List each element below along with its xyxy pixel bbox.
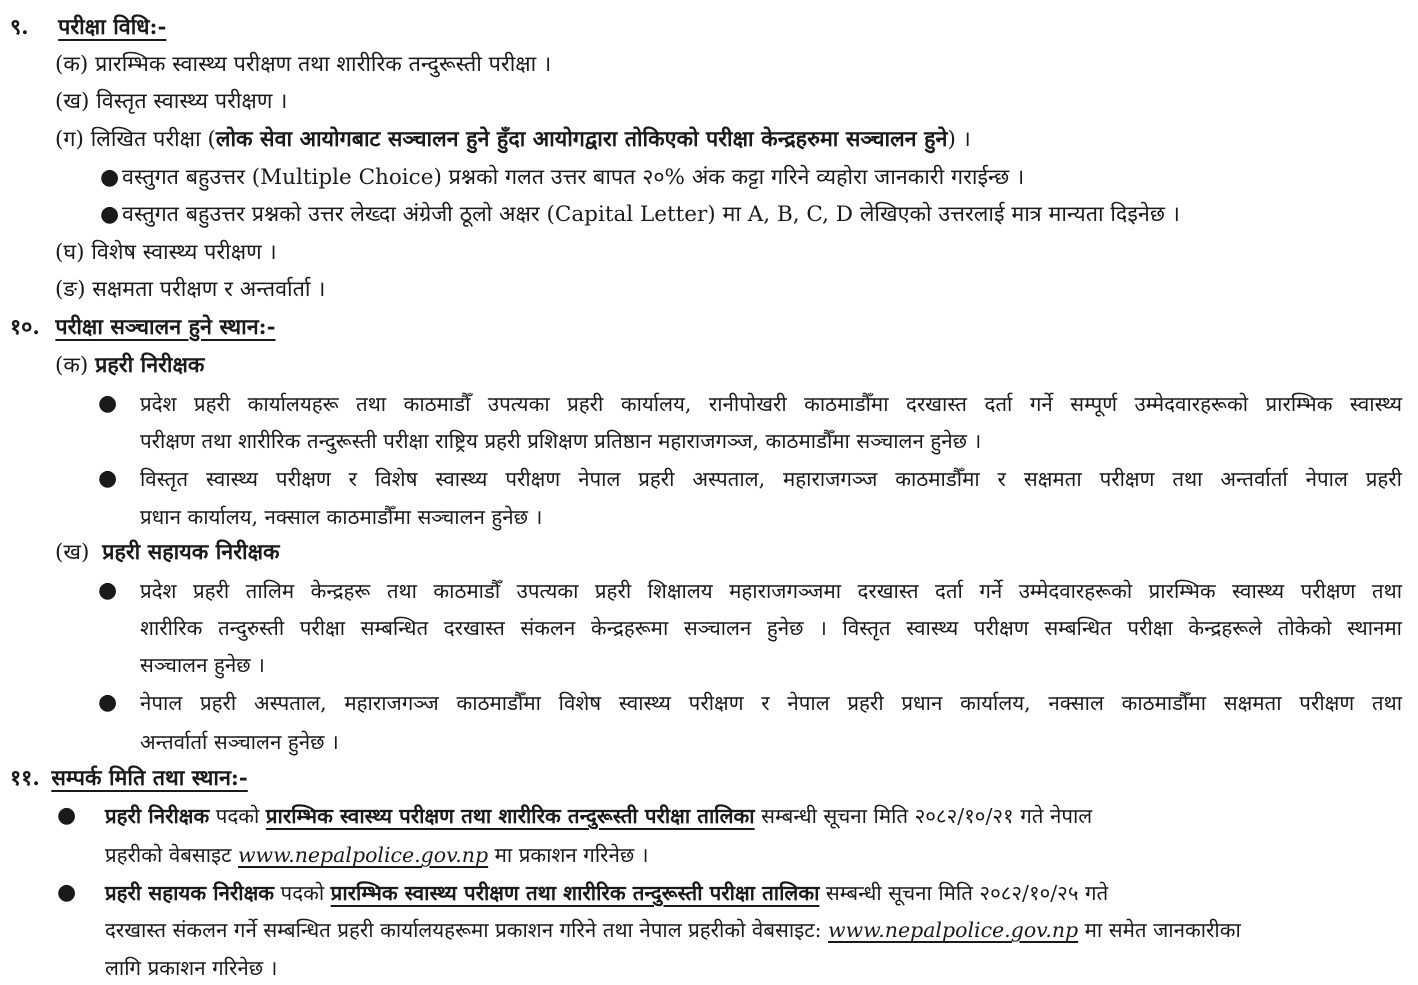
section-10-heading (10, 313, 276, 343)
schedule-title: प्रारम्भिक स्वास्थ्य परीक्षण तथा शारीरिक तन्दुरूस्ती परीक्षा तालिका (330, 881, 820, 905)
contact-bullet-2-line-2 (105, 915, 1241, 945)
post-word: पदको (274, 881, 331, 905)
sub-ka-heading (55, 351, 204, 381)
section-title: परीक्षा विधि:- (58, 15, 167, 40)
rank-name: प्रहरी निरीक्षक (105, 804, 210, 828)
contact-bullet-1-line-1 (105, 801, 1092, 831)
post-word: पदको (209, 804, 266, 828)
bullet-icon: ● (57, 803, 77, 828)
ka-bullet-2-line-1: विस्तृत स्वास्थ्य परीक्षण र विशेष स्वास्थ्य परीक्षण नेपाल प्रहरी अस्पताल, महाराजगञ्ज काठमाडौँमा र सक्षमता परीक्षण तथा अन्तर्वार्ता नेपाल प्रहरी (140, 467, 1402, 491)
sub-kha-heading (55, 538, 280, 568)
item-ga-label: (ग) लिखित परीक्षा ( (55, 127, 216, 152)
item-ga (55, 125, 971, 155)
bullet-icon: ● (57, 880, 77, 905)
publish-text: मा प्रकाशन गरिनेछ । (488, 843, 649, 867)
website-link[interactable]: www.nepalpolice.gov.np (828, 918, 1079, 942)
contact-bullet-2-line-3: लागि प्रकाशन गरिनेछ । (105, 956, 278, 980)
sub-label: (क) (55, 353, 89, 378)
section-number: १०. (10, 315, 40, 340)
publish-text: दरखास्त संकलन गर्ने सम्बन्धित प्रहरी कार्यालयहरूमा प्रकाशन गरिने तथा नेपाल प्रहरीको वेबसाइट: (105, 918, 829, 942)
bullet-icon: ● (100, 165, 120, 190)
contact-bullet-1-line-2 (105, 840, 649, 870)
section-title: परीक्षा सञ्चालन हुने स्थान:- (55, 315, 276, 340)
kha-bullet-1-line-1: प्रदेश प्रहरी तालिम केन्द्रहरू तथा काठमाडौँ उपत्यका प्रहरी शिक्षालय महाराजगञ्जमा दरखास्त दर्ता गर्ने उम्मेदवारहरूको प्रारम्भिक स्वास्थ्य परीक्षण तथा (140, 579, 1402, 603)
sub-label: (ख) (55, 540, 90, 565)
item-nga: (ङ) सक्षमता परीक्षण र अन्तर्वार्ता । (55, 277, 326, 302)
section-number: ९. (10, 15, 29, 40)
bullet-icon: ● (98, 466, 118, 491)
notice-date-text: सम्बन्धी सूचना मिति २०८२/१०/२१ गते नेपाल (754, 804, 1093, 828)
mcq-note-2: वस्तुगत बहुउत्तर प्रश्नको उत्तर लेख्दा अंग्रेजी ठूलो अक्षर (Capital Letter) मा A, B, C, D लेखिएको उत्तरलाई मात्र मान्यता दिइनेछ । (122, 202, 1180, 227)
website-link[interactable]: www.nepalpolice.gov.np (238, 843, 489, 867)
kha-bullet-2-line-2: अन्तर्वार्ता सञ्चालन हुनेछ । (140, 730, 339, 754)
schedule-title: प्रारम्भिक स्वास्थ्य परीक्षण तथा शारीरिक तन्दुरूस्ती परीक्षा तालिका (265, 804, 755, 828)
bullet-icon: ● (98, 578, 118, 603)
rank-name: प्रहरी सहायक निरीक्षक (105, 881, 275, 905)
sub-title: प्रहरी सहायक निरीक्षक (102, 540, 280, 565)
kha-bullet-1-line-2: शारीरिक तन्दुरुस्ती परीक्षा सम्बन्धित दरखास्त संकलन केन्द्रहरूमा सञ्चालन हुनेछ । विस्तृत स्वास्थ्य परीक्षण सम्बन्धित परीक्षा केन्द्रहरूले तोकेको स्थानमा (140, 616, 1402, 640)
section-11-heading (10, 764, 248, 794)
item-ka: (क) प्रारम्भिक स्वास्थ्य परीक्षण तथा शारीरिक तन्दुरूस्ती परीक्षा । (55, 52, 552, 77)
section-title: सम्पर्क मिति तथा स्थान:- (51, 766, 248, 791)
contact-bullet-2-line-1 (105, 878, 1108, 908)
bullet-icon: ● (98, 690, 118, 715)
notice-date-text: सम्बन्धी सूचना मिति २०८२/१०/२५ गते (819, 881, 1109, 905)
publish-text: मा समेत जानकारीका (1078, 918, 1241, 942)
sub-title: प्रहरी निरीक्षक (95, 353, 205, 378)
item-ga-end: ) । (947, 127, 971, 152)
ka-bullet-1-line-2: परीक्षण तथा शारीरिक तन्दुरूस्ती परीक्षा राष्ट्रिय प्रहरी प्रशिक्षण प्रतिष्ठान महाराजगञ्ज, काठमाडौँमा सञ्चालन हुनेछ । (140, 429, 982, 453)
item-ga-bold: लोक सेवा आयोगबाट सञ्चालन हुने हुँदा आयोगद्वारा तोकिएको परीक्षा केन्द्रहरुमा सञ्चालन हुने (215, 127, 948, 152)
section-9-heading (10, 13, 166, 43)
bullet-icon: ● (98, 391, 118, 416)
ka-bullet-2-line-2: प्रधान कार्यालय, नक्साल काठमाडौँमा सञ्चालन हुनेछ । (140, 505, 543, 529)
website-label: प्रहरीको वेबसाइट (105, 843, 238, 867)
section-number: ११. (10, 766, 40, 791)
kha-bullet-2-line-1: नेपाल प्रहरी अस्पताल, महाराजगञ्ज काठमाडौँमा विशेष स्वास्थ्य परीक्षण र नेपाल प्रहरी प्रधान कार्यालय, नक्साल काठमाडौँमा सक्षमता परीक्षण तथा (140, 691, 1402, 715)
mcq-note-1: वस्तुगत बहुउत्तर (Multiple Choice) प्रश्नको गलत उत्तर बापत २०% अंक कट्टा गरिने व्यहोरा जानकारी गराईन्छ । (122, 165, 1025, 190)
bullet-icon: ● (100, 202, 120, 227)
ka-bullet-1-line-1: प्रदेश प्रहरी कार्यालयहरू तथा काठमाडौँ उपत्यका प्रहरी कार्यालय, रानीपोखरी काठमाडौँमा दरखास्त दर्ता गर्ने सम्पूर्ण उम्मेदवारहरूको प्रारम्भिक स्वास्थ्य (140, 392, 1402, 416)
item-gha: (घ) विशेष स्वास्थ्य परीक्षण । (55, 240, 277, 265)
item-kha: (ख) विस्तृत स्वास्थ्य परीक्षण । (55, 89, 288, 114)
kha-bullet-1-line-3: सञ्चालन हुनेछ । (140, 653, 265, 677)
